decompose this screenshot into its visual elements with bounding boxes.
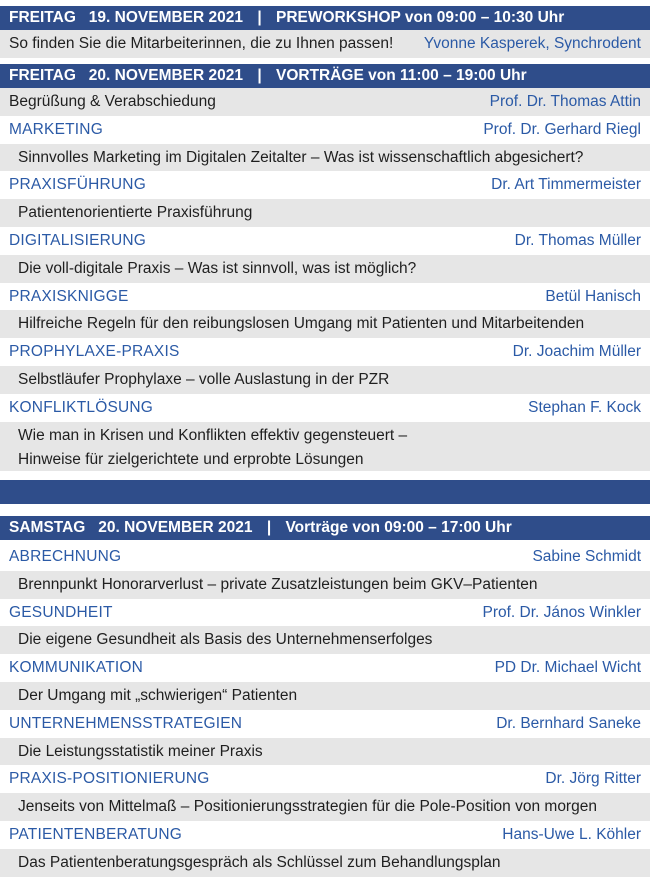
- session-talk-row-continued: [0, 449, 650, 471]
- day2-welcome-label: Begrüßung & Verabschiedung: [9, 93, 216, 110]
- day3-title: Vorträge von 09:00 – 17:00 Uhr: [285, 519, 512, 536]
- session-talk: Jenseits von Mittelmaß – Positionierungsstrategien für die Pole-Position von morgen: [18, 798, 597, 816]
- day1-workshop-speaker: Yvonne Kasperek, Synchrodent: [423, 35, 641, 52]
- session-topic-row: [0, 543, 650, 571]
- session-topic-row: [0, 394, 650, 422]
- session-topic-row: [0, 599, 650, 627]
- day1-day: FREITAG: [9, 9, 76, 26]
- session-speaker: Hans-Uwe L. Köhler: [502, 825, 641, 843]
- session-talk-row: [0, 144, 650, 172]
- session-topic: KONFLIKTLÖSUNG: [9, 398, 154, 416]
- session-topic-row: [0, 710, 650, 738]
- session-topic: PROPHYLAXE-PRAXIS: [9, 343, 180, 361]
- session-talk: Die Leistungsstatistik meiner Praxis: [18, 742, 263, 760]
- day2-block: [0, 88, 650, 471]
- session-speaker: Dr. Joachim Müller: [512, 343, 641, 361]
- session-talk: Das Patientenberatungsgespräch als Schlüssel zum Behandlungsplan: [18, 853, 501, 871]
- session-talk: Der Umgang mit „schwierigen“ Patienten: [18, 686, 298, 704]
- session-topic: UNTERNEHMENSSTRATEGIEN: [9, 714, 243, 732]
- session-speaker: PD Dr. Michael Wicht: [494, 659, 641, 677]
- session-talk-row: [0, 849, 650, 877]
- session-topic: KOMMUNIKATION: [9, 659, 144, 677]
- day3-divider: |: [266, 519, 272, 536]
- session-talk: Hilfreiche Regeln für den reibungslosen Umgang mit Patienten und Mitarbeitenden: [18, 315, 585, 333]
- session-speaker: Dr. Jörg Ritter: [545, 770, 641, 788]
- session-speaker: Prof. Dr. János Winkler: [482, 603, 641, 621]
- session-topic-row: [0, 227, 650, 255]
- day2-welcome-row: [0, 88, 650, 116]
- session-topic-row: [0, 171, 650, 199]
- session-topic: MARKETING: [9, 120, 103, 138]
- day2-header: [0, 64, 650, 88]
- day2-day: FREITAG: [9, 67, 76, 84]
- evening-banner: [0, 480, 650, 504]
- session-speaker: Sabine Schmidt: [532, 548, 641, 565]
- day1-workshop-talk: So finden Sie die Mitarbeiterinnen, die zu Ihnen passen!: [9, 35, 394, 52]
- session-topic-row: [0, 116, 650, 144]
- day1-title: PREWORKSHOP von 09:00 – 10:30 Uhr: [275, 9, 565, 26]
- day1-block: [0, 30, 650, 58]
- session-speaker: Dr. Art Timmermeister: [491, 176, 641, 194]
- session-topic: DIGITALISIERUNG: [9, 231, 147, 249]
- session-talk: Patientenorientierte Praxisführung: [18, 204, 253, 222]
- day3-block: [0, 543, 650, 877]
- session-talk: Die voll-digitale Praxis – Was ist sinnvoll, was ist möglich?: [18, 259, 417, 277]
- session-talk-row: [0, 422, 650, 450]
- session-talk: Die eigene Gesundheit als Basis des Unternehmenserfolges: [18, 631, 433, 649]
- session-topic-row: [0, 283, 650, 311]
- day3-day: SAMSTAG: [9, 519, 86, 536]
- session-talk: Brennpunkt Honorarverlust – private Zusatzleistungen beim GKV–Patienten: [18, 575, 538, 593]
- session-talk: Selbstläufer Prophylaxe – volle Auslastung in der PZR: [18, 370, 390, 388]
- session-speaker: Dr. Thomas Müller: [514, 231, 641, 249]
- session-topic-row: [0, 821, 650, 849]
- session-topic: ABRECHNUNG: [9, 548, 122, 565]
- session-talk-row: [0, 310, 650, 338]
- session-talk-row: [0, 255, 650, 283]
- session-topic-row: [0, 765, 650, 793]
- session-talk-row: [0, 793, 650, 821]
- session-talk-line2: Hinweise für zielgerichtete und erprobte Lösungen: [18, 451, 364, 469]
- session-topic: GESUNDHEIT: [9, 603, 113, 621]
- session-topic: PRAXISFÜHRUNG: [9, 176, 146, 194]
- session-topic: PRAXIS-POSITIONIERUNG: [9, 770, 210, 788]
- session-speaker: Stephan F. Kock: [528, 398, 641, 416]
- session-talk-row: [0, 571, 650, 599]
- session-topic-row: [0, 654, 650, 682]
- session-talk-row: [0, 682, 650, 710]
- day3-header: [0, 516, 650, 540]
- day2-welcome-speaker: Prof. Dr. Thomas Attin: [489, 93, 641, 110]
- day2-title: VORTRÄGE von 11:00 – 19:00 Uhr: [275, 67, 527, 84]
- session-speaker: Prof. Dr. Gerhard Riegl: [483, 120, 641, 138]
- day2-date: 20. NOVEMBER 2021: [88, 67, 244, 84]
- session-talk-row: [0, 626, 650, 654]
- session-speaker: Betül Hanisch: [545, 287, 641, 305]
- day1-date: 19. NOVEMBER 2021: [88, 9, 244, 26]
- day1-workshop-row: [0, 30, 650, 58]
- session-talk: Wie man in Krisen und Konflikten effektiv gegensteuert –: [18, 426, 408, 444]
- session-talk-row: [0, 366, 650, 394]
- day2-divider: |: [257, 67, 262, 84]
- session-topic: PATIENTENBERATUNG: [9, 825, 183, 843]
- session-topic-row: [0, 338, 650, 366]
- day3-date: 20. NOVEMBER 2021: [98, 519, 253, 536]
- day1-divider: |: [257, 9, 262, 26]
- day1-header: [0, 6, 650, 30]
- session-topic: PRAXISKNIGGE: [9, 287, 129, 305]
- session-talk-row: [0, 199, 650, 227]
- session-talk: Sinnvolles Marketing im Digitalen Zeitalter – Was ist wissenschaftlich abgesichert?: [18, 148, 584, 166]
- session-speaker: Dr. Bernhard Saneke: [496, 714, 641, 732]
- session-talk-row: [0, 738, 650, 766]
